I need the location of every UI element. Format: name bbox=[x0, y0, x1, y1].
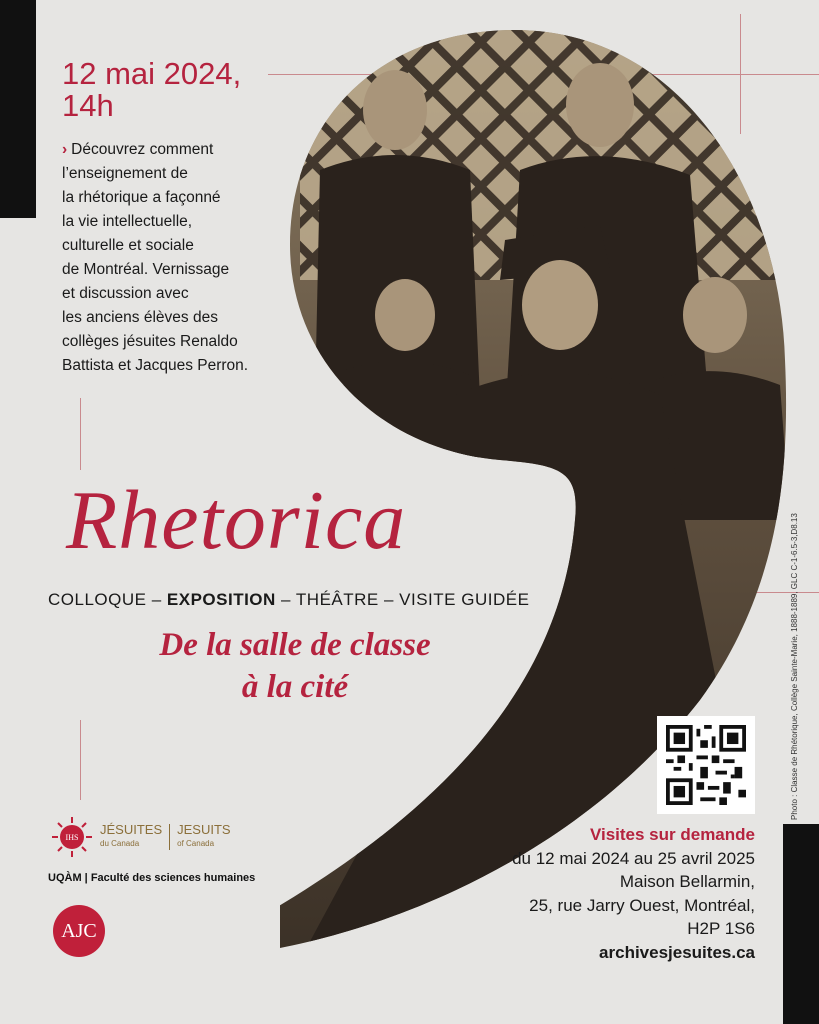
category-visite: VISITE GUIDÉE bbox=[399, 590, 530, 609]
event-date-line1: 12 mai 2024, bbox=[62, 56, 242, 91]
visits-postal: H2P 1S6 bbox=[687, 919, 755, 938]
jesuites-fr-label: JÉSUITES bbox=[100, 822, 163, 837]
subtitle-line2: à la cité bbox=[241, 669, 349, 705]
uqam-label: UQÀM bbox=[48, 872, 82, 884]
chevron-right-icon: › bbox=[62, 141, 68, 158]
event-date-line2: 14h bbox=[62, 88, 114, 123]
event-date bbox=[62, 58, 241, 122]
jesuites-logo bbox=[50, 815, 231, 859]
category-separator: – bbox=[378, 590, 400, 609]
description-line: et discussion avec bbox=[62, 285, 189, 302]
subtitle-line1: De la salle de classe bbox=[159, 627, 431, 663]
website-link[interactable]: archivesjesuites.ca bbox=[599, 942, 755, 962]
visits-address: 25, rue Jarry Ouest, Montréal, bbox=[529, 895, 755, 915]
description-line: de Montréal. Vernissage bbox=[62, 261, 230, 278]
description-line: la rhétorique a façonné bbox=[62, 189, 221, 206]
visits-info bbox=[512, 823, 755, 964]
ihs-sun-icon bbox=[50, 815, 94, 859]
category-colloque: COLLOQUE bbox=[48, 590, 147, 609]
uqam-logo: UQÀM | Faculté des sciences humaines bbox=[48, 872, 256, 884]
category-exposition: EXPOSITION bbox=[166, 590, 276, 609]
faculty-label: Faculté des sciences humaines bbox=[90, 872, 256, 884]
qr-code-icon bbox=[666, 725, 746, 805]
description-line: culturelle et sociale bbox=[62, 237, 194, 254]
jesuites-fr-sub: du Canada bbox=[100, 839, 140, 848]
photo-credit: Photo : Classe de Rhétorique, Collège Sainte-Marie, 1888-1889, GLC C-1-6.5-3,D8.13 bbox=[790, 513, 799, 820]
description-line: Battista et Jacques Perron. bbox=[62, 357, 249, 374]
category-separator: – bbox=[275, 590, 296, 609]
description-line: la vie intellectuelle, bbox=[62, 213, 193, 230]
jesuits-en-label: JESUITS bbox=[177, 822, 231, 837]
visits-place: Maison Bellarmin, bbox=[619, 872, 755, 891]
description-line: les anciens élèves des bbox=[62, 309, 218, 326]
visits-dates: du 12 mai 2024 au 25 avril 2025 bbox=[512, 848, 755, 868]
event-title: Rhetorica bbox=[66, 474, 407, 567]
jesuits-en-sub: of Canada bbox=[177, 839, 215, 848]
ihs-text: IHS bbox=[65, 833, 79, 842]
event-subtitle bbox=[0, 624, 590, 708]
event-description bbox=[62, 138, 302, 378]
description-line: Découvrez comment bbox=[71, 141, 214, 158]
category-theatre: THÉÂTRE bbox=[295, 590, 379, 609]
visits-title: Visites sur demande bbox=[589, 825, 755, 844]
description-line: collèges jésuites Renaldo bbox=[62, 333, 238, 350]
category-separator: – bbox=[146, 590, 167, 609]
qr-code[interactable] bbox=[657, 716, 755, 814]
ajc-logo: AJC bbox=[53, 905, 105, 957]
description-line: l’enseignement de bbox=[62, 165, 188, 182]
event-categories bbox=[48, 590, 529, 610]
